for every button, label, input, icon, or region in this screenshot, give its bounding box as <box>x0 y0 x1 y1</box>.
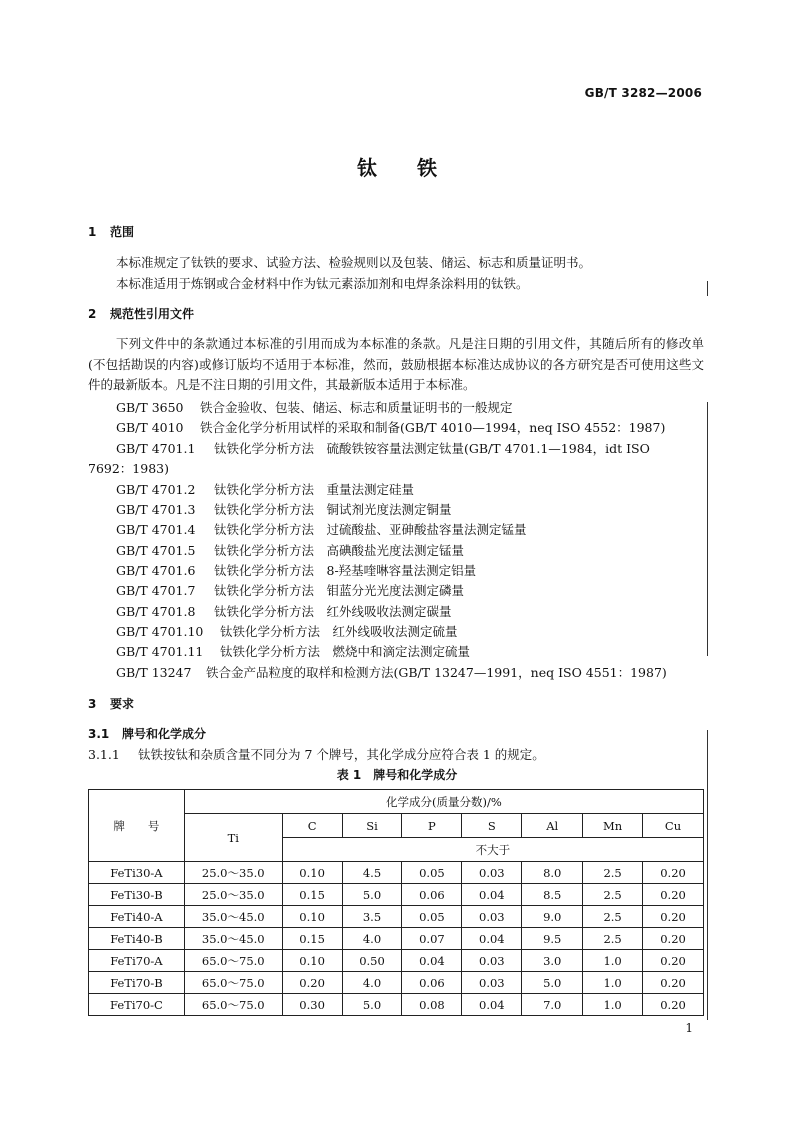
reference-code: GB/T 4701.3 <box>116 502 196 517</box>
table-cell: 0.20 <box>643 862 704 884</box>
clause-3-1-1 <box>88 745 545 763</box>
table-cell: 65.0～75.0 <box>184 994 282 1016</box>
table-cell: 0.06 <box>402 884 462 906</box>
reference-code: GB/T 3650 <box>116 400 184 415</box>
table-cell: 3.0 <box>522 950 583 972</box>
reference-code: GB/T 4701.6 <box>116 563 196 578</box>
table-cell: 0.20 <box>643 906 704 928</box>
table-cell: 0.30 <box>282 994 342 1016</box>
table-cell: FeTi70-A <box>89 950 185 972</box>
table-cell: 0.10 <box>282 906 342 928</box>
reference-title: 铁合金化学分析用试样的采取和制备(GB/T 4010—1994，neq ISO 4552：1987) <box>200 420 666 435</box>
reference-title: 铁合金验收、包装、储运、标志和质量证明书的一般规定 <box>200 400 513 415</box>
reference-code: GB/T 4701.11 <box>116 644 204 659</box>
scope-paragraph-1: 本标准规定了钛铁的要求、试验方法、检验规则以及包装、储运、标志和质量证明书。 <box>116 255 592 270</box>
reference-item <box>116 602 452 620</box>
table-cell: 5.0 <box>342 884 402 906</box>
table-cell: 5.0 <box>522 972 583 994</box>
element-header: Cu <box>643 814 704 838</box>
clause-number: 3.1.1 <box>88 747 120 762</box>
section-3-number: 3 <box>88 697 97 711</box>
table-cell: 2.5 <box>583 884 643 906</box>
table-row <box>89 972 704 994</box>
change-bar <box>707 281 708 296</box>
composition-table <box>88 789 704 1016</box>
reference-code: GB/T 4701.10 <box>116 624 204 639</box>
title-char-1: 钛 <box>357 156 377 180</box>
section-2-number: 2 <box>88 307 97 321</box>
reference-title: 钛铁化学分析方法 燃烧中和滴定法测定硫量 <box>220 644 471 659</box>
reference-code: GB/T 4701.2 <box>116 482 196 497</box>
table-row <box>89 928 704 950</box>
table-cell: FeTi70-C <box>89 994 185 1016</box>
reference-title: 钛铁化学分析方法 8-羟基喹啉容量法测定铝量 <box>214 563 477 578</box>
section-3-heading <box>88 695 134 712</box>
table-cell: 0.20 <box>643 994 704 1016</box>
table-row <box>89 862 704 884</box>
reference-title: 铁合金产品粒度的取样和检测方法(GB/T 13247—1991，neq ISO 4551：1987) <box>206 665 667 680</box>
table-caption-number: 表 1 <box>336 768 362 782</box>
table-cell: 0.03 <box>462 972 522 994</box>
table-cell: 0.03 <box>462 862 522 884</box>
title-char-2: 铁 <box>417 156 437 180</box>
reference-title: 钛铁化学分析方法 铜试剂光度法测定铜量 <box>214 502 452 517</box>
table-cell: 4.0 <box>342 928 402 950</box>
table-cell: 65.0～75.0 <box>184 972 282 994</box>
table-row <box>89 994 704 1016</box>
table-cell: 25.0～35.0 <box>184 884 282 906</box>
table-cell: 4.5 <box>342 862 402 884</box>
table-cell: 0.04 <box>402 950 462 972</box>
table-cell: 8.0 <box>522 862 583 884</box>
table-cell: 0.20 <box>643 972 704 994</box>
reference-item <box>116 541 464 559</box>
table-caption-title: 牌号和化学成分 <box>373 768 458 782</box>
element-header: S <box>462 814 522 838</box>
clause-text: 钛铁按钛和杂质含量不同分为 7 个牌号，其化学成分应符合表 1 的规定。 <box>138 747 545 762</box>
reference-title: 钛铁化学分析方法 高碘酸盐光度法测定锰量 <box>214 543 465 558</box>
table-cell: 0.07 <box>402 928 462 950</box>
table-cell: 0.20 <box>643 950 704 972</box>
table-cell: FeTi30-B <box>89 884 185 906</box>
reference-item <box>116 398 513 416</box>
reference-item <box>116 439 650 457</box>
table-cell: 0.50 <box>342 950 402 972</box>
table-cell: 4.0 <box>342 972 402 994</box>
element-header: Al <box>522 814 583 838</box>
page-number: 1 <box>685 1021 693 1035</box>
table-cell: 3.5 <box>342 906 402 928</box>
table-cell: 9.0 <box>522 906 583 928</box>
document-title <box>0 152 794 181</box>
table-cell: 35.0～45.0 <box>184 906 282 928</box>
table-cell: 0.10 <box>282 950 342 972</box>
table-cell: 0.20 <box>643 928 704 950</box>
table-cell: FeTi70-B <box>89 972 185 994</box>
element-header: Si <box>342 814 402 838</box>
table-row <box>89 950 704 972</box>
subsection-title: 牌号和化学成分 <box>122 727 207 741</box>
table-cell: 0.15 <box>282 928 342 950</box>
table-cell: 1.0 <box>583 994 643 1016</box>
table-row <box>89 884 704 906</box>
section-3-title: 要求 <box>110 697 135 711</box>
section-1-title: 范围 <box>110 225 135 239</box>
scope-paragraph-2: 本标准适用于炼钢或合金材料中作为钛元素添加剂和电焊条涂料用的钛铁。 <box>116 275 529 291</box>
table-cell: 0.08 <box>402 994 462 1016</box>
element-header: C <box>282 814 342 838</box>
reference-title: 钛铁化学分析方法 红外线吸收法测定碳量 <box>214 604 452 619</box>
table-caption <box>0 766 794 783</box>
reference-item <box>116 418 665 436</box>
table-cell: 35.0～45.0 <box>184 928 282 950</box>
reference-code: GB/T 4701.4 <box>116 522 196 537</box>
table-cell: 0.05 <box>402 862 462 884</box>
table-cell: 0.15 <box>282 884 342 906</box>
reference-item <box>116 622 458 640</box>
table-cell: 0.10 <box>282 862 342 884</box>
table-cell: 2.5 <box>583 928 643 950</box>
refs-intro <box>88 334 704 396</box>
table-cell: 0.03 <box>462 950 522 972</box>
table-cell: 0.20 <box>643 884 704 906</box>
reference-title: 钛铁化学分析方法 钼蓝分光光度法测定磷量 <box>214 583 465 598</box>
table-cell: 1.0 <box>583 972 643 994</box>
table-header-row <box>89 790 704 814</box>
table-cell: 0.04 <box>462 928 522 950</box>
change-bar <box>707 402 708 656</box>
reference-code: GB/T 4701.7 <box>116 583 196 598</box>
table-cell: FeTi40-B <box>89 928 185 950</box>
table-cell: 25.0～35.0 <box>184 862 282 884</box>
standard-number: GB/T 3282—2006 <box>584 86 702 100</box>
reference-title: 钛铁化学分析方法 过硫酸盐、亚砷酸盐容量法测定锰量 <box>214 522 527 537</box>
table-cell: 0.04 <box>462 994 522 1016</box>
subsection-number: 3.1 <box>88 727 110 741</box>
max-label: 不大于 <box>282 838 703 862</box>
section-2-title: 规范性引用文件 <box>110 307 195 321</box>
table-cell: 7.0 <box>522 994 583 1016</box>
reference-code: GB/T 4701.8 <box>116 604 196 619</box>
section-1-heading <box>88 223 134 240</box>
reference-item <box>116 581 464 599</box>
reference-item-continuation <box>88 459 169 477</box>
table-cell: 2.5 <box>583 906 643 928</box>
table-cell: 0.20 <box>282 972 342 994</box>
reference-code: GB/T 4010 <box>116 420 184 435</box>
reference-item <box>116 561 476 579</box>
section-2-heading <box>88 305 194 322</box>
reference-title: 钛铁化学分析方法 红外线吸收法测定硫量 <box>220 624 458 639</box>
table-cell: 0.03 <box>462 906 522 928</box>
reference-code: GB/T 13247 <box>116 665 192 680</box>
reference-item <box>116 642 470 660</box>
refs-intro-text: 下列文件中的条款通过本标准的引用而成为本标准的条款。凡是注日期的引用文件，其随后所有的修改单(不包括勘误的内容)或修订版均不适用于本标准，然而，鼓励根据本标准达成协议的各方研究是否可使用这些文件的最新版本。凡是不注日期的引用文件，其最新版本适用于本标准。 <box>88 336 704 392</box>
table-cell: 5.0 <box>342 994 402 1016</box>
element-header: Mn <box>583 814 643 838</box>
scope-body <box>88 253 704 294</box>
composition-header: 化学成分(质量分数)/% <box>184 790 703 814</box>
reference-code: GB/T 4701.1 <box>116 441 196 456</box>
table-row <box>89 906 704 928</box>
reference-title: 钛铁化学分析方法 硫酸铁铵容量法测定钛量(GB/T 4701.1—1984，idt ISO <box>214 441 650 456</box>
table-cell: 8.5 <box>522 884 583 906</box>
table-cell: 2.5 <box>583 862 643 884</box>
reference-item <box>116 500 452 518</box>
reference-title-continuation: 7692：1983) <box>88 461 169 476</box>
table-cell: 0.06 <box>402 972 462 994</box>
grade-header: 牌 号 <box>89 790 185 862</box>
element-header: P <box>402 814 462 838</box>
reference-code: GB/T 4701.5 <box>116 543 196 558</box>
table-cell: FeTi30-A <box>89 862 185 884</box>
reference-item <box>116 520 527 538</box>
ti-header: Ti <box>184 814 282 862</box>
reference-item <box>116 663 667 681</box>
subsection-3-1-heading <box>88 725 206 742</box>
table-cell: 9.5 <box>522 928 583 950</box>
table-cell: 65.0～75.0 <box>184 950 282 972</box>
table-cell: 0.05 <box>402 906 462 928</box>
table-cell: 0.04 <box>462 884 522 906</box>
reference-item <box>116 480 414 498</box>
table-cell: 1.0 <box>583 950 643 972</box>
reference-title: 钛铁化学分析方法 重量法测定硅量 <box>214 482 415 497</box>
section-1-number: 1 <box>88 225 97 239</box>
table-cell: FeTi40-A <box>89 906 185 928</box>
